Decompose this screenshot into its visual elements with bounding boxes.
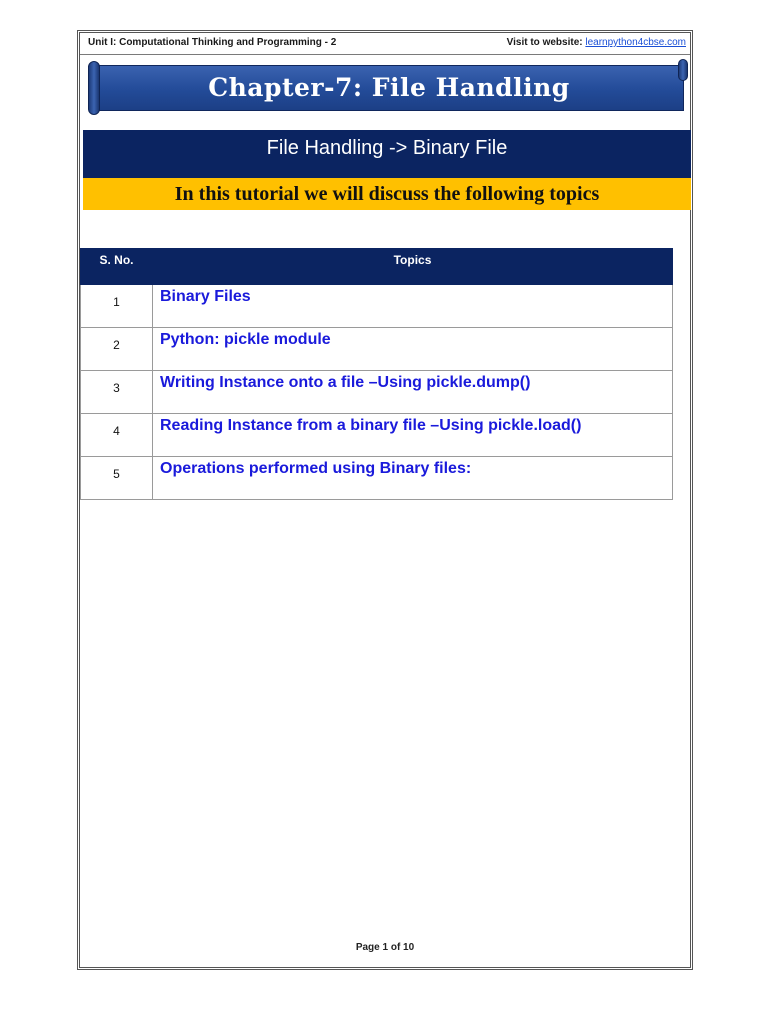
row-sno: 4 — [81, 414, 153, 457]
table-header-row — [81, 249, 673, 285]
table-row — [81, 414, 673, 457]
table-row — [81, 371, 673, 414]
page-header — [88, 37, 690, 53]
chapter-title: Chapter-7: File Handling — [208, 73, 570, 102]
topics-intro: In this tutorial we will discuss the following topics — [83, 178, 691, 210]
row-sno: 5 — [81, 457, 153, 500]
row-topic: Python: pickle module — [153, 328, 673, 371]
banner-body — [94, 65, 684, 111]
row-topic: Writing Instance onto a file –Using pickle.dump() — [153, 371, 673, 414]
header-divider — [80, 54, 690, 55]
topics-table — [80, 248, 673, 500]
row-sno: 3 — [81, 371, 153, 414]
row-sno: 1 — [81, 285, 153, 328]
header-website-label: Visit to website: — [506, 37, 586, 48]
row-topic: Operations performed using Binary files: — [153, 457, 673, 500]
header-unit-title: Unit I: Computational Thinking and Programming - 2 — [88, 37, 337, 48]
row-topic: Binary Files — [153, 285, 673, 328]
scroll-right-roll — [678, 59, 688, 81]
chapter-banner — [88, 59, 688, 117]
page-number: Page 1 of 10 — [355, 942, 415, 953]
header-website — [507, 37, 686, 48]
scroll-left-roll — [88, 61, 100, 115]
table-row — [81, 457, 673, 500]
website-link[interactable]: learnpython4cbse.com — [585, 37, 686, 48]
row-sno: 2 — [81, 328, 153, 371]
column-header-topics: Topics — [153, 249, 673, 285]
table-row — [81, 285, 673, 328]
section-subtitle: File Handling -> Binary File — [83, 130, 691, 178]
row-topic: Reading Instance from a binary file –Using pickle.load() — [153, 414, 673, 457]
column-header-sno: S. No. — [81, 249, 153, 285]
table-row — [81, 328, 673, 371]
